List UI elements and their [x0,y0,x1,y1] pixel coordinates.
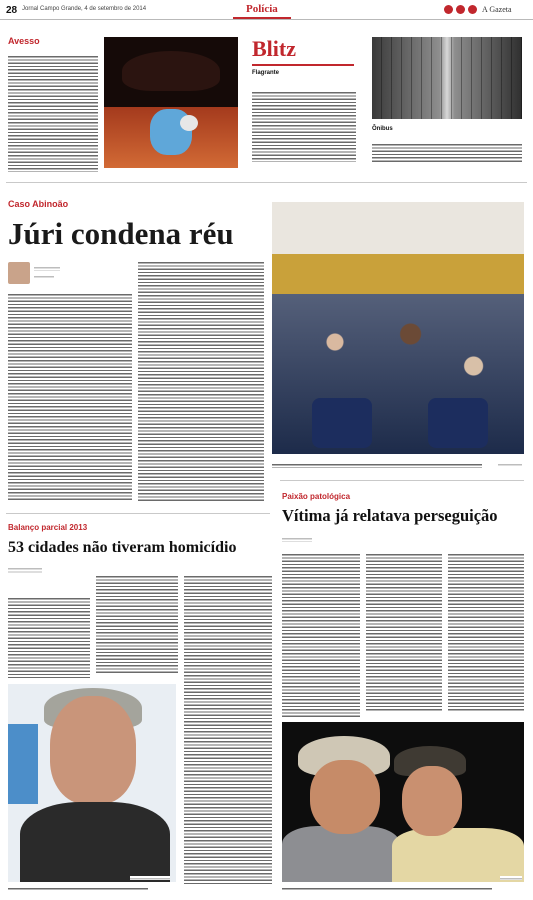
blitz-subtitle: Flagrante [252,70,280,76]
main-kicker: Caso Abinoão [8,199,69,209]
social-icons [444,5,477,14]
bus-photo-caption-head: Ônibus [372,126,393,132]
divider [280,480,524,481]
divider [6,513,270,514]
main-column-2 [138,260,264,502]
facebook-icon [444,5,453,14]
story3-column-2 [366,552,442,712]
doll-photo [104,37,238,168]
blitz-body-text [252,90,356,162]
twitter-icon [456,5,465,14]
date-line: Jornal Campo Grande, 4 de setembro de 2014 [22,6,147,12]
avesso-body-text [8,54,98,172]
blitz-title: Blitz [252,36,296,61]
story3-headline: Vítima já relatava perseguição [282,506,498,525]
main-headline: Júri condena réu [8,216,234,251]
story2-column-1 [8,596,90,678]
courtroom-photo [272,202,524,454]
story2-byline [8,566,42,574]
story3-column-1 [282,552,360,718]
two-men-photo [282,722,524,882]
portrait-caption [8,886,148,891]
bus-corridor-photo [372,37,522,119]
instagram-icon [468,5,477,14]
portrait-photo [8,684,176,882]
story3-column-3 [448,552,524,712]
section-underline [233,17,291,19]
story3-byline [282,536,312,542]
section-title: Polícia [246,3,278,15]
story2-headline: 53 cidades não tiveram homicídio [8,539,237,556]
author-role [34,274,54,279]
page-number: 28 [6,5,18,16]
brand-logo: A Gazeta [482,5,512,14]
story3-kicker: Paixão patológica [282,492,351,501]
courtroom-credit [498,462,522,466]
blitz-underline [252,64,354,66]
author-avatar [8,262,30,284]
main-column-1 [8,292,132,502]
courtroom-caption [272,462,482,468]
divider [6,182,527,183]
two-men-credit [500,876,522,880]
author-name [34,265,60,271]
portrait-credit [130,876,170,880]
bus-photo-caption [372,142,522,162]
two-men-caption [282,886,492,891]
story2-kicker: Balanço parcial 2013 [8,523,88,532]
story2-column-3 [184,574,272,884]
column-title-avesso: Avesso [8,36,40,46]
story2-column-2 [96,574,178,674]
